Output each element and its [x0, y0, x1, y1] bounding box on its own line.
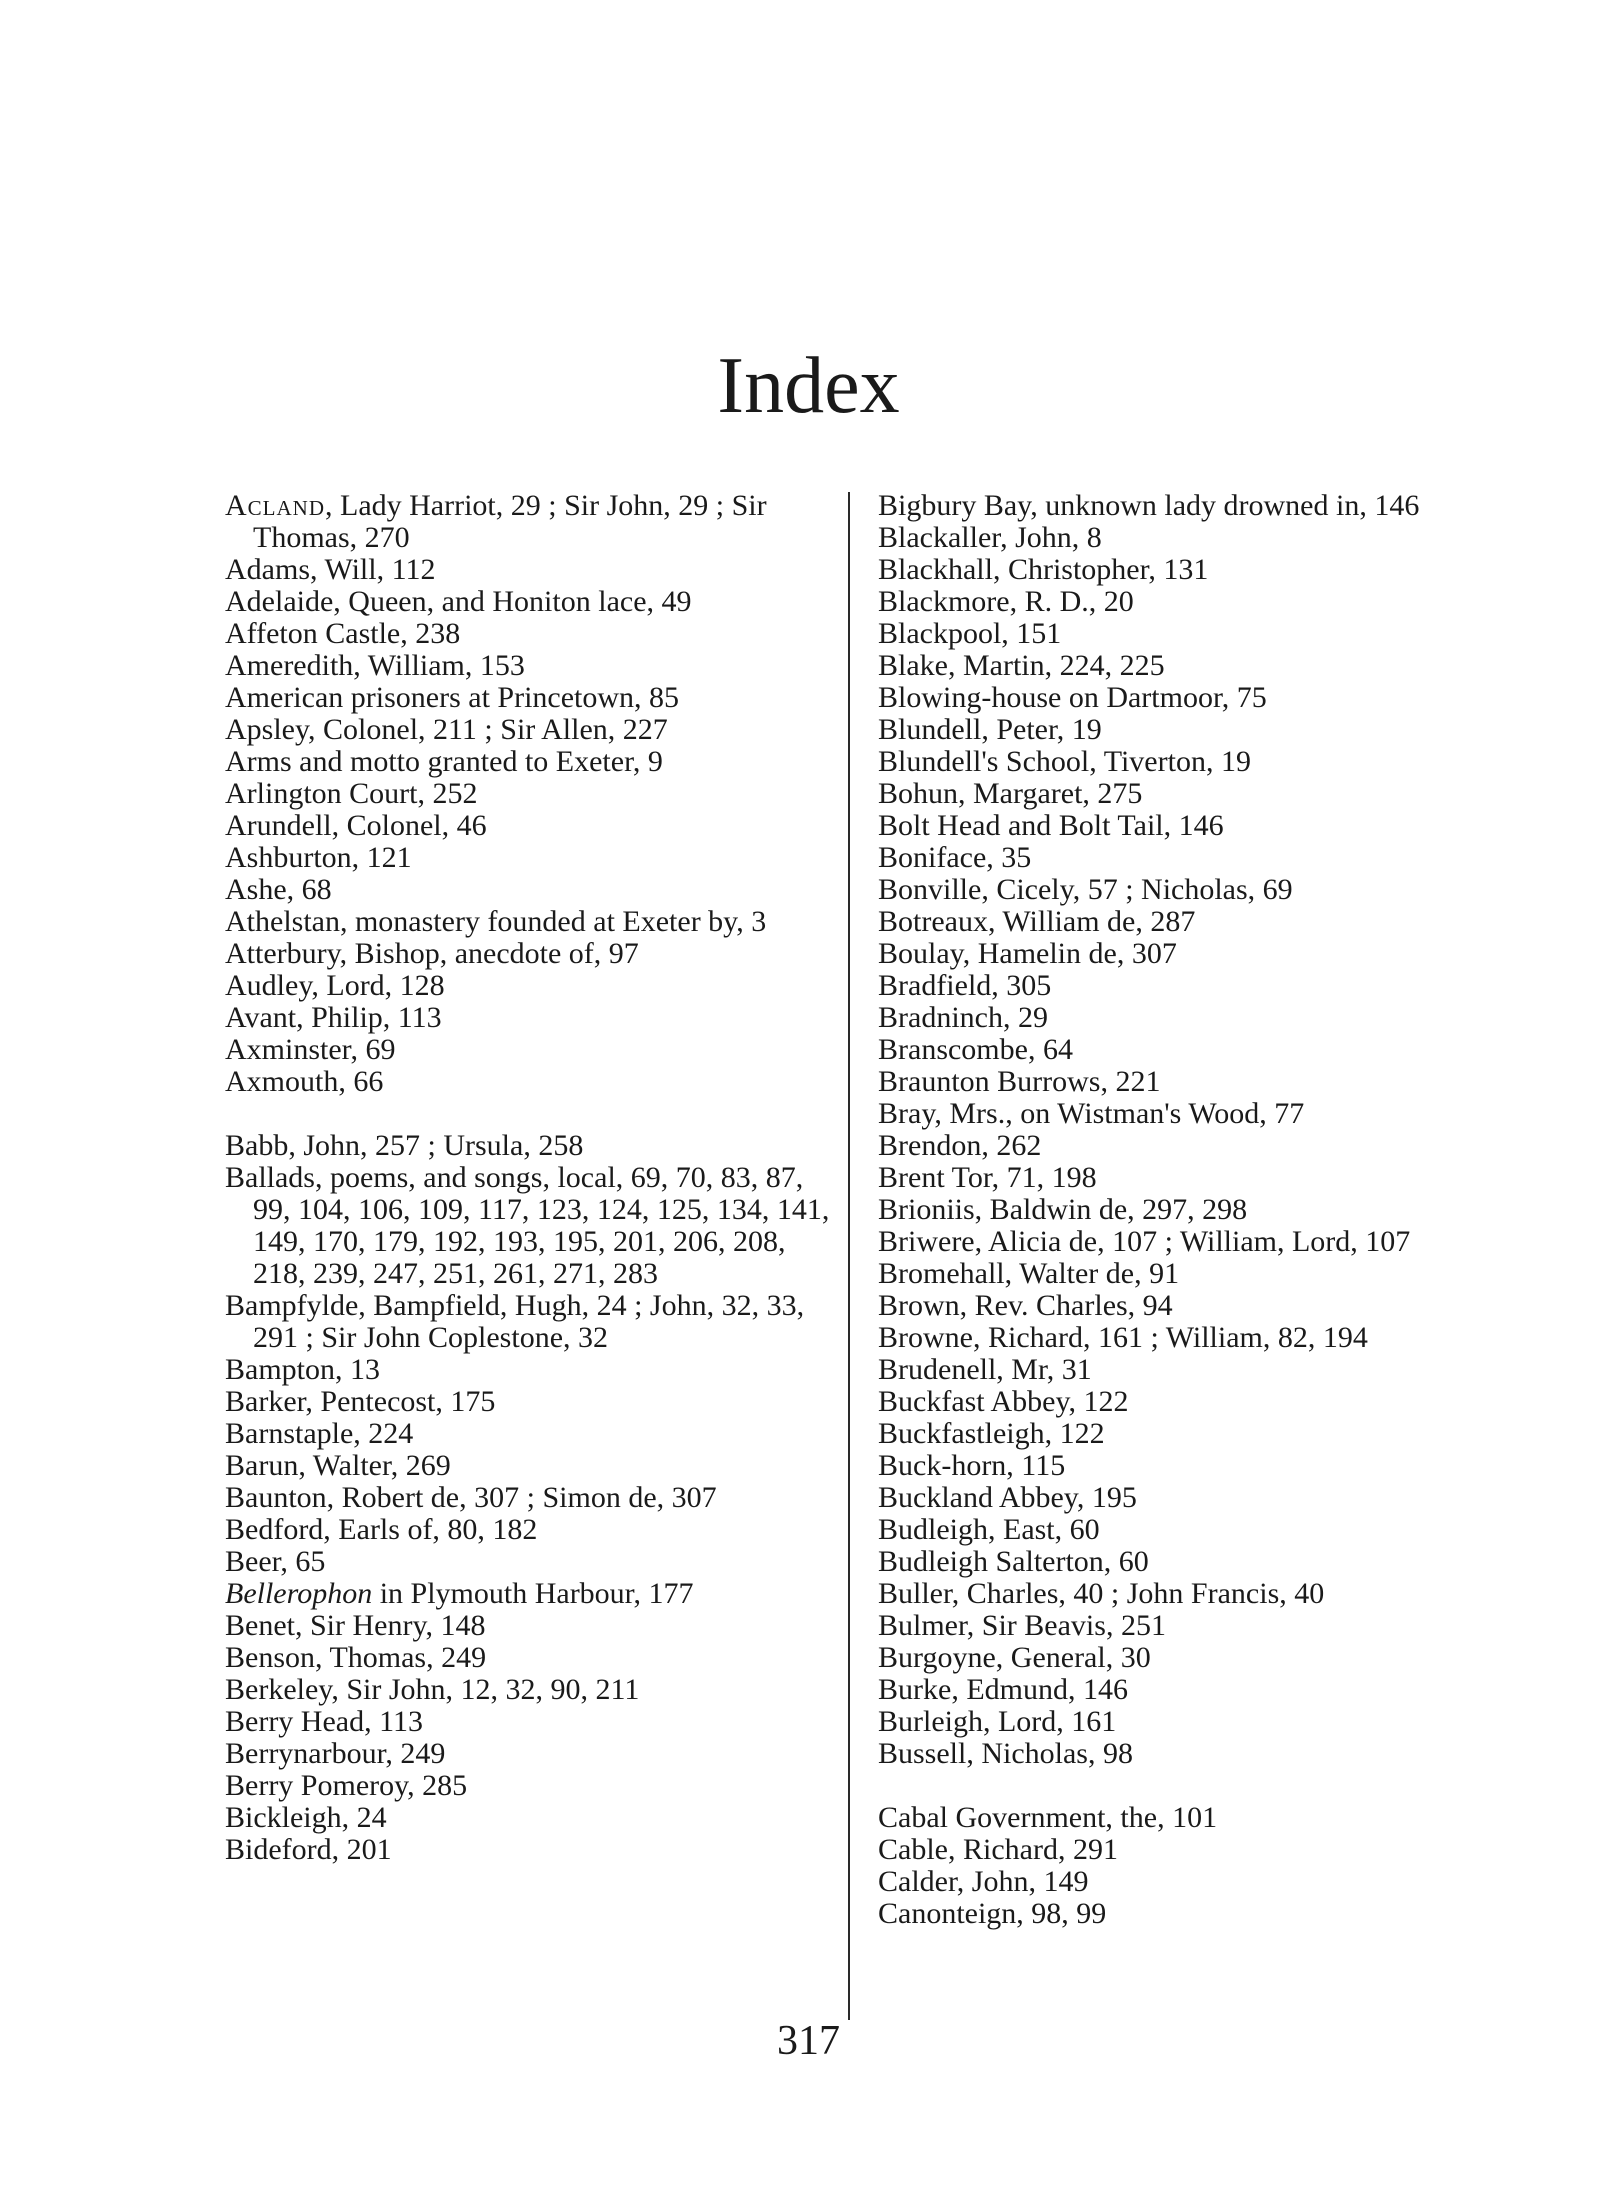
index-entry [878, 746, 1500, 778]
index-entry-text: Blackpool, 151 [878, 617, 1062, 650]
index-entry-text: Burleigh, Lord, 161 [878, 1705, 1117, 1738]
index-entry-text: Bonville, Cicely, 57 ; Nicholas, 69 [878, 873, 1293, 906]
index-entry-text: Buckland Abbey, 195 [878, 1481, 1137, 1514]
index-entry [878, 1578, 1500, 1610]
index-entry [225, 586, 830, 618]
index-entry-text: Apsley, Colonel, 211 ; Sir Allen, 227 [225, 713, 668, 746]
index-entry [878, 1514, 1500, 1546]
index-entry [225, 682, 830, 714]
index-entry [878, 1546, 1500, 1578]
index-entry-text: Buck-horn, 115 [878, 1449, 1066, 1482]
index-entry [225, 714, 830, 746]
page-title: Index [717, 342, 900, 430]
index-entry [225, 1066, 830, 1098]
index-entry-text: Ballads, poems, and songs, local, 69, 70, 83, 87, 99, 104, 106, 109, 117, 123, 124, 125, 134, 141, 149, 170, 179, 192, 193, 195, 201, 206, 208, 218, 239, 247, 251, 261, 271, 283 [225, 1161, 830, 1290]
index-entry [878, 1290, 1500, 1322]
index-entry-italic-lead: Bellerophon [225, 1577, 373, 1610]
index-entry-text: Adelaide, Queen, and Honiton lace, 49 [225, 585, 692, 618]
index-entry-text: in Plymouth Harbour, 177 [372, 1577, 694, 1610]
index-entry [878, 810, 1500, 842]
index-entry-text: Babb, John, 257 ; Ursula, 258 [225, 1129, 584, 1162]
index-entry-text: Brioniis, Baldwin de, 297, 298 [878, 1193, 1248, 1226]
index-entry [878, 586, 1500, 618]
index-entry-text: Berkeley, Sir John, 12, 32, 90, 211 [225, 1673, 640, 1706]
index-entry-text: Blowing-house on Dartmoor, 75 [878, 681, 1267, 714]
index-entry-text: Braunton Burrows, 221 [878, 1065, 1161, 1098]
index-entry-text: Buckfastleigh, 122 [878, 1417, 1105, 1450]
index-entry [878, 1738, 1500, 1770]
index-entry-text: Audley, Lord, 128 [225, 969, 445, 1002]
index-entry-text: Adams, Will, 112 [225, 553, 436, 586]
index-entry [225, 1450, 830, 1482]
index-entry [878, 1034, 1500, 1066]
index-entry [225, 1034, 830, 1066]
index-entry-text: Brent Tor, 71, 198 [878, 1161, 1097, 1194]
index-entry-text: Bampton, 13 [225, 1353, 380, 1386]
index-entry [225, 1546, 830, 1578]
index-entry-text: Bedford, Earls of, 80, 182 [225, 1513, 538, 1546]
index-entry [878, 1066, 1500, 1098]
index-entry [225, 1738, 830, 1770]
index-entry [878, 1642, 1500, 1674]
index-entry-text: Barun, Walter, 269 [225, 1449, 451, 1482]
index-entry-text: Blackhall, Christopher, 131 [878, 553, 1209, 586]
index-entry [878, 1098, 1500, 1130]
index-entry-text: Axmouth, 66 [225, 1065, 384, 1098]
index-entry-text: Blundell, Peter, 19 [878, 713, 1102, 746]
index-entry [878, 906, 1500, 938]
index-entry [225, 970, 830, 1002]
index-entry [225, 1482, 830, 1514]
index-entry-text: Avant, Philip, 113 [225, 1001, 442, 1034]
index-entry [878, 618, 1500, 650]
index-entry-text: Blundell's School, Tiverton, 19 [878, 745, 1251, 778]
index-entry-text: Ashe, 68 [225, 873, 332, 906]
index-entry [225, 618, 830, 650]
index-entry [225, 810, 830, 842]
index-column-right [878, 490, 1500, 1930]
index-entry-text: Cabal Government, the, 101 [878, 1801, 1218, 1834]
index-entry-text: Calder, John, 149 [878, 1865, 1089, 1898]
index-column-left [225, 490, 830, 1866]
index-entry [878, 1386, 1500, 1418]
index-entry-text: Bradninch, 29 [878, 1001, 1048, 1034]
index-entry-text: Bolt Head and Bolt Tail, 146 [878, 809, 1224, 842]
index-entry-text: Briwere, Alicia de, 107 ; William, Lord, 107 [878, 1225, 1411, 1258]
index-entry-text: Bradfield, 305 [878, 969, 1052, 1002]
index-entry-text: Arundell, Colonel, 46 [225, 809, 487, 842]
index-entry [878, 1866, 1500, 1898]
index-entry-text: Berry Head, 113 [225, 1705, 423, 1738]
index-entry [878, 1482, 1500, 1514]
index-entry [878, 1226, 1500, 1258]
index-entry-text: Bickleigh, 24 [225, 1801, 387, 1834]
index-entry [878, 1322, 1500, 1354]
index-entry-text: Bohun, Margaret, 275 [878, 777, 1143, 810]
index-entry [225, 874, 830, 906]
index-entry-text: Canonteign, 98, 99 [878, 1897, 1107, 1930]
index-entry [878, 1162, 1500, 1194]
index-entry [225, 1770, 830, 1802]
index-entry [225, 1130, 830, 1162]
index-entry-text: Atterbury, Bishop, anecdote of, 97 [225, 937, 639, 970]
index-entry-text: , Lady Harriot, 29 ; Sir John, 29 ; Sir Thomas, 270 [253, 489, 767, 554]
index-entry-text: Ameredith, William, 153 [225, 649, 525, 682]
index-entry [225, 650, 830, 682]
index-entry-text: Boulay, Hamelin de, 307 [878, 937, 1177, 970]
index-entry [878, 522, 1500, 554]
index-entry [878, 1898, 1500, 1930]
index-entry-text: Bulmer, Sir Beavis, 251 [878, 1609, 1166, 1642]
index-entry [878, 1674, 1500, 1706]
index-entry-text: Botreaux, William de, 287 [878, 905, 1196, 938]
index-entry [225, 1354, 830, 1386]
index-entry [225, 906, 830, 938]
index-entry-text: Brendon, 262 [878, 1129, 1042, 1162]
index-entry [225, 778, 830, 810]
index-entry-text: Bigbury Bay, unknown lady drowned in, 146 [878, 489, 1420, 522]
index-entry [225, 1578, 830, 1610]
index-entry-text: Budleigh, East, 60 [878, 1513, 1100, 1546]
index-entry-text: Burke, Edmund, 146 [878, 1673, 1128, 1706]
index-entry [878, 1418, 1500, 1450]
index-entry-text: Berrynarbour, 249 [225, 1737, 446, 1770]
index-entry [878, 554, 1500, 586]
index-entry [225, 1834, 830, 1866]
index-entry [878, 1802, 1500, 1834]
index-entry-text: Bromehall, Walter de, 91 [878, 1257, 1180, 1290]
index-entry [878, 1130, 1500, 1162]
index-entry [225, 1802, 830, 1834]
index-entry-text: Cable, Richard, 291 [878, 1833, 1118, 1866]
index-entry-text: Bampfylde, Bampfield, Hugh, 24 ; John, 32, 33, 291 ; Sir John Coplestone, 32 [225, 1289, 805, 1354]
index-entry [878, 682, 1500, 714]
index-entry [878, 1610, 1500, 1642]
index-entry [878, 778, 1500, 810]
index-entry [878, 970, 1500, 1002]
index-entry-text: Arms and motto granted to Exeter, 9 [225, 745, 663, 778]
index-entry [225, 938, 830, 970]
index-entry-text: Branscombe, 64 [878, 1033, 1073, 1066]
index-entry [878, 1002, 1500, 1034]
index-entry [878, 1450, 1500, 1482]
index-entry-text: Beer, 65 [225, 1545, 326, 1578]
index-entry [225, 1674, 830, 1706]
index-entry [225, 554, 830, 586]
index-entry-text: Blackmore, R. D., 20 [878, 585, 1134, 618]
index-entry-text: Barnstaple, 224 [225, 1417, 414, 1450]
index-entry [225, 1162, 830, 1290]
index-entry [878, 1354, 1500, 1386]
index-entry-text: Buckfast Abbey, 122 [878, 1385, 1129, 1418]
index-entry-text: Bideford, 201 [225, 1833, 392, 1866]
index-entry-text: Benson, Thomas, 249 [225, 1641, 487, 1674]
index-entry-text: Athelstan, monastery founded at Exeter by, 3 [225, 905, 767, 938]
index-entry-text: Berry Pomeroy, 285 [225, 1769, 468, 1802]
index-entry-text: Bussell, Nicholas, 98 [878, 1737, 1133, 1770]
index-entry-text: Benet, Sir Henry, 148 [225, 1609, 486, 1642]
index-entry [225, 1706, 830, 1738]
index-entry [225, 1290, 830, 1354]
index-entry [878, 714, 1500, 746]
index-entry [878, 842, 1500, 874]
index-entry-text: Burgoyne, General, 30 [878, 1641, 1151, 1674]
index-entry-text: Arlington Court, 252 [225, 777, 478, 810]
index-entry [878, 490, 1500, 522]
index-entry-text: Axminster, 69 [225, 1033, 396, 1066]
index-entry-text: American prisoners at Princetown, 85 [225, 681, 680, 714]
index-entry-text: Bray, Mrs., on Wistman's Wood, 77 [878, 1097, 1305, 1130]
index-entry [225, 1418, 830, 1450]
index-entry-text: Blake, Martin, 224, 225 [878, 649, 1165, 682]
index-entry-text: Baunton, Robert de, 307 ; Simon de, 307 [225, 1481, 717, 1514]
index-entry-text: Browne, Richard, 161 ; William, 82, 194 [878, 1321, 1368, 1354]
index-entry-text: Ashburton, 121 [225, 841, 412, 874]
index-entry [878, 650, 1500, 682]
index-entry [878, 1834, 1500, 1866]
index-entry [225, 1610, 830, 1642]
index-entry-text: Blackaller, John, 8 [878, 521, 1102, 554]
index-entry [225, 1386, 830, 1418]
index-entry [878, 1258, 1500, 1290]
index-entry [225, 1642, 830, 1674]
page-number: 317 [777, 2018, 840, 2064]
index-entry [225, 842, 830, 874]
index-entry [225, 1514, 830, 1546]
index-entry [225, 490, 830, 554]
index-entry-lead: Acland [225, 489, 325, 522]
index-entry [878, 1706, 1500, 1738]
index-entry [878, 938, 1500, 970]
index-entry [225, 1002, 830, 1034]
index-entry-text: Budleigh Salterton, 60 [878, 1545, 1149, 1578]
index-entry [878, 1194, 1500, 1226]
index-entry-text: Boniface, 35 [878, 841, 1032, 874]
index-entry-text: Barker, Pentecost, 175 [225, 1385, 496, 1418]
index-entry [225, 746, 830, 778]
index-entry-text: Brown, Rev. Charles, 94 [878, 1289, 1173, 1322]
index-entry-text: Affeton Castle, 238 [225, 617, 461, 650]
column-divider [848, 492, 850, 2020]
index-entry-text: Buller, Charles, 40 ; John Francis, 40 [878, 1577, 1325, 1610]
index-entry [878, 874, 1500, 906]
index-entry-text: Brudenell, Mr, 31 [878, 1353, 1092, 1386]
